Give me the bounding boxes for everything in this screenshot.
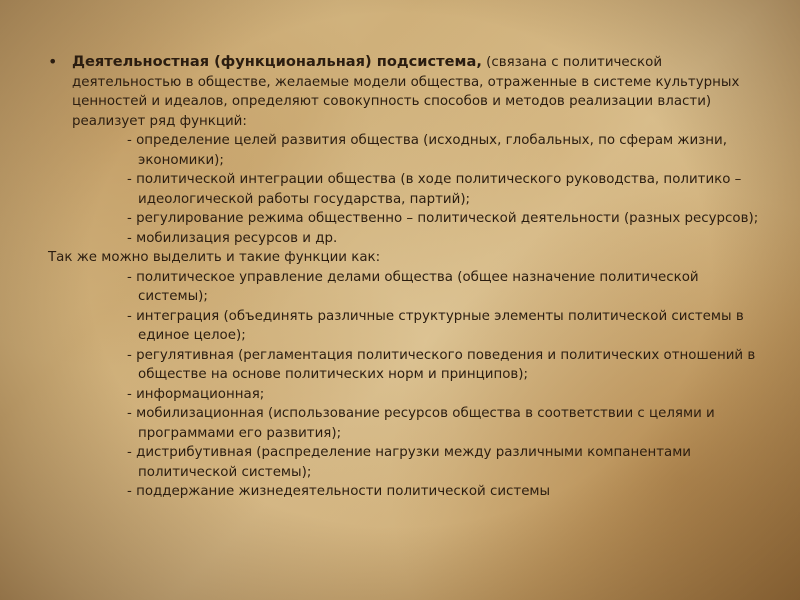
slide-text-body xyxy=(48,52,768,502)
bullet-paragraph xyxy=(48,52,768,131)
functions-list-2 xyxy=(48,268,768,502)
list-item: - интеграция (объединять различные структурные элементы политической системы в единое целое); xyxy=(127,308,744,343)
list-item: - информационная; xyxy=(127,386,265,402)
list-item: - поддержание жизнедеятельности политической системы xyxy=(127,484,551,499)
subsystem-intro: (связана с политической деятельностью в обществе, желаемые модели общества, отраженные в системе культурных ценностей и идеалов, определяют совокупность способов и методов реализации власти) xyxy=(72,55,740,109)
list-item: - регулятивная (регламентация политического поведения и политических отношений в обществе на основе политических норм и принципов); xyxy=(127,347,756,382)
functions-intro-2: Так же можно выделить и такие функции как: xyxy=(48,250,381,265)
list-item: - мобилизация ресурсов и др. xyxy=(127,230,338,246)
bullet-icon: • xyxy=(48,52,58,71)
subsystem-title: Деятельностная (функциональная) подсистема, xyxy=(72,53,482,70)
functions-list-1 xyxy=(48,131,768,248)
list-item: - определение целей развития общества (исходных, глобальных, по сферам жизни, экономики); xyxy=(127,133,727,168)
list-item: - политической интеграции общества (в ходе политического руководства, политико – идеологической работы государства, партий); xyxy=(127,172,742,207)
list-item: - дистрибутивная (распределение нагрузки между различными компанентами политической системы); xyxy=(127,445,692,480)
list-item: - политическое управление делами общества (общее назначение политической системы); xyxy=(127,269,699,304)
subsystem-intro-tail: реализует ряд функций: xyxy=(72,113,247,129)
list-item: - мобилизационная (использование ресурсов общества в соответствии с целями и программами его развития); xyxy=(127,406,715,441)
list-item: - регулирование режима общественно – политической деятельности (разных ресурсов); xyxy=(127,211,759,226)
